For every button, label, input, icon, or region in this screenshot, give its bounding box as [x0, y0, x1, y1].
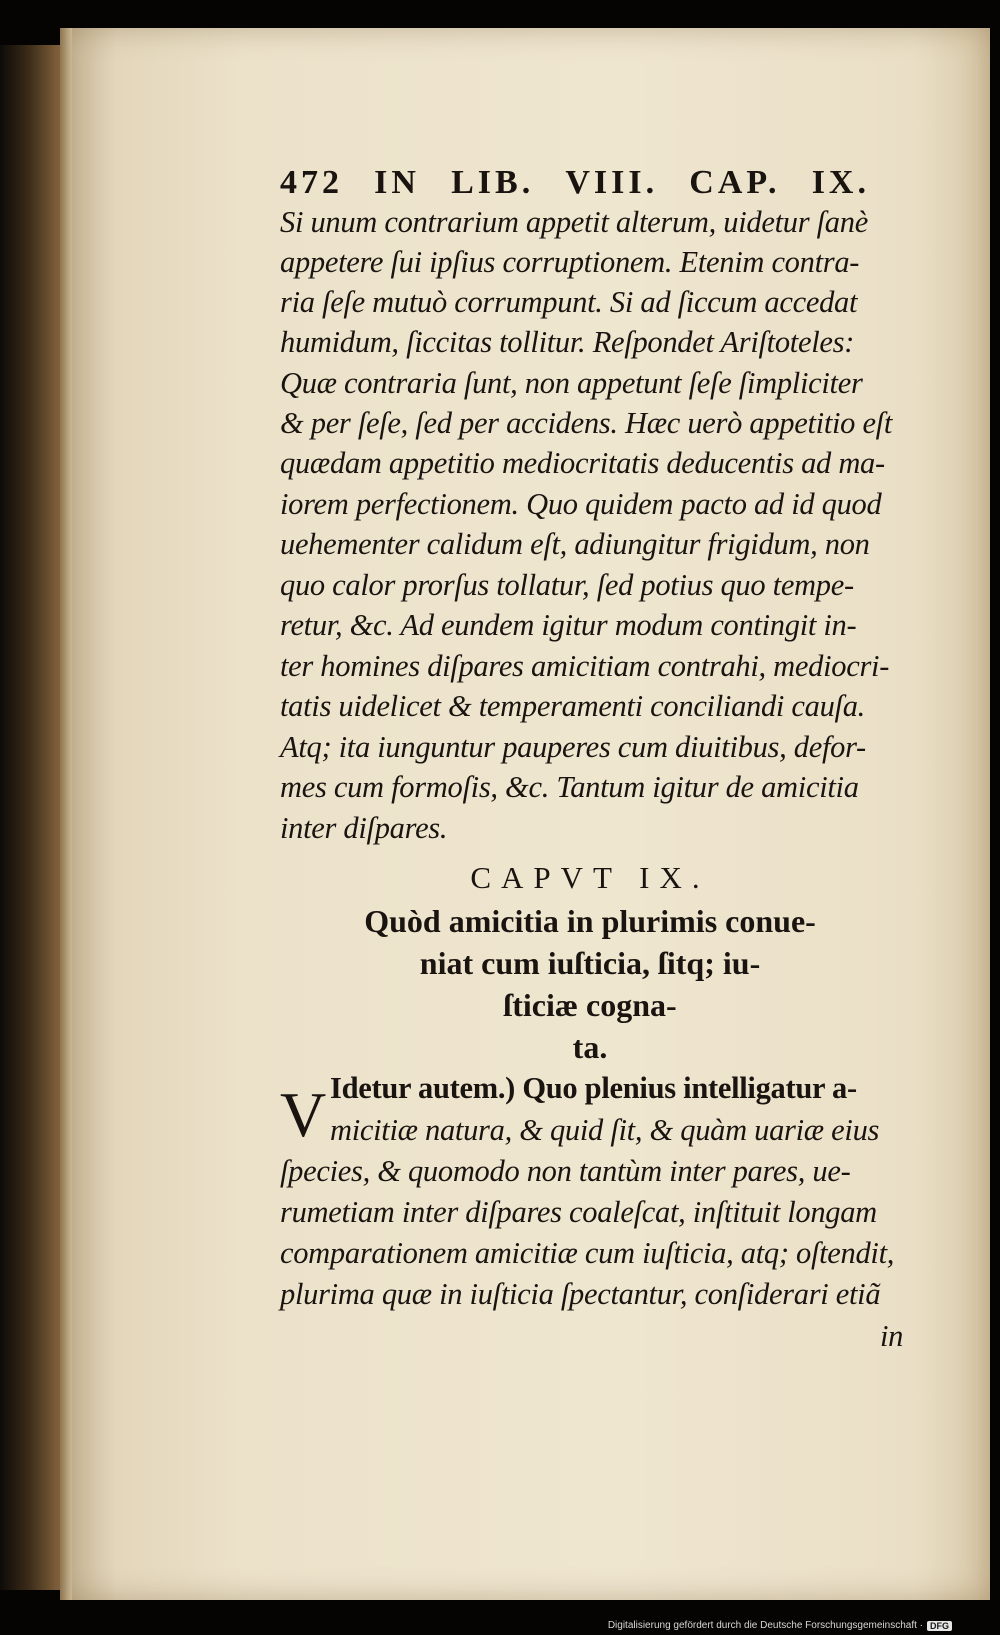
- text-line: mes cum formoſis, &c. Tantum igitur de amicitia: [280, 770, 859, 804]
- text-line: ria ſeſe mutuò corrumpunt. Si ad ſiccum accedat: [280, 285, 858, 319]
- text-line: Atq; ita iunguntur pauperes cum diuitibus, defor-: [280, 730, 866, 764]
- credit-text: Digitalisierung gefördert durch die Deutsche Forschungsgemeinschaft ·: [607, 1620, 923, 1631]
- text-line: Si unum contrarium appetit alterum, uidetur ſanè: [280, 205, 868, 239]
- text-line: inter diſpares.: [280, 811, 448, 845]
- dfg-logo: DFG: [927, 1621, 952, 1631]
- running-title-word: LIB.: [451, 164, 535, 201]
- chapter-heading: CAPVT IX.: [470, 860, 710, 895]
- drop-capital: V: [280, 1079, 327, 1150]
- text-line: Quæ contraria ſunt, non appetunt ſeſe ſimpliciter: [280, 366, 863, 400]
- chapter-title-line: ſticiæ cogna-: [503, 987, 677, 1023]
- text-line: & per ſeſe, ſed per accidens. Hæc uerò appetitio eſt: [280, 406, 893, 440]
- running-header: [280, 160, 870, 206]
- running-title-word: VIII.: [565, 164, 659, 201]
- text-line: rumetiam inter diſpares coaleſcat, inſtituit longam: [280, 1195, 877, 1229]
- page-number: 472: [280, 164, 343, 201]
- text-line: plurima quæ in iuſticia ſpectantur, conſiderari etiã: [280, 1277, 881, 1311]
- text-line: quædam appetitio mediocritatis deducentis ad ma-: [280, 446, 885, 480]
- running-title-word: IN: [374, 164, 420, 201]
- text-line: comparationem amicitiæ cum iuſticia, atq; oſtendit,: [280, 1236, 895, 1270]
- text-line: humidum, ſiccitas tollitur. Reſpondet Ariſtoteles:: [280, 325, 855, 359]
- text-line: appetere ſui ipſius corruptionem. Etenim contra-: [280, 245, 860, 279]
- page-gutter: [60, 28, 72, 1600]
- text-line: retur, &c. Ad eundem igitur modum contingit in-: [280, 608, 857, 642]
- text-line: ſpecies, & quomodo non tantùm inter pares, ue-: [280, 1154, 851, 1188]
- text-line: ter homines diſpares amicitiam contrahi, mediocri-: [280, 649, 890, 683]
- text-line: quo calor prorſus tollatur, ſed potius quo tempe-: [280, 568, 854, 602]
- chapter-title-line: niat cum iuſticia, ſitq; iu-: [419, 945, 761, 981]
- text-line: iorem perfectionem. Quo quidem pacto ad id quod: [280, 487, 882, 521]
- catchword: in: [880, 1319, 904, 1353]
- digitization-credit: [608, 1620, 952, 1631]
- text-line: tatis uidelicet & temperamenti conciliandi cauſa.: [280, 689, 866, 723]
- chapter-title-line: ta.: [572, 1029, 608, 1065]
- text-line: uehementer calidum eſt, adiungitur frigidum, non: [280, 527, 870, 561]
- running-title-word: IX.: [811, 164, 870, 201]
- text-line: micitiæ natura, & quid ſit, & quàm uariæ eius: [330, 1113, 880, 1147]
- text-line: [330, 1068, 857, 1108]
- running-title-word: CAP.: [689, 164, 781, 201]
- chapter-title-line: Quòd amicitia in plurimis conue-: [364, 903, 816, 939]
- first-line-text: Idetur autem.) Quo plenius intelligatur a-: [330, 1071, 857, 1105]
